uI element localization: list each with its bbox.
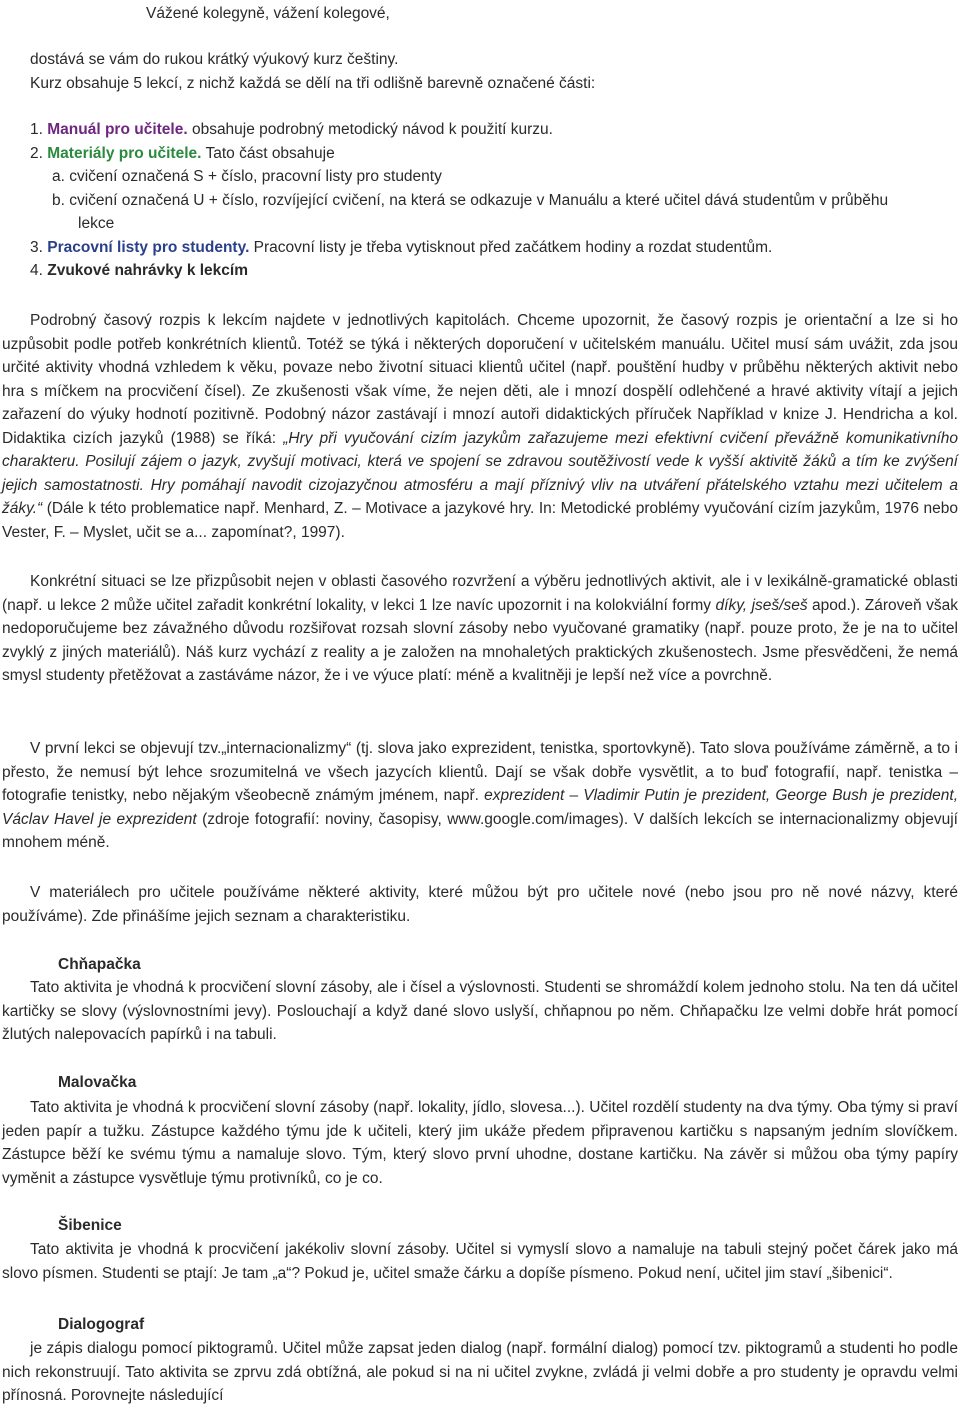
activity-description: Tato aktivita je vhodná k procvičení slovní zásoby (např. lokality, jídlo, slovesa...). Učitel rozdělí studenty na dva týmy. Oba týmy si praví jeden papír a tužku. Zástupce každého týmu jde k učiteli, který jim ukáže předem připravenou kartičku s napsaným jedním slovíčkem. Zástupce běží ke svému týmu a namaluje slovo. Tým, který slovo první uhodne, dostane kartičku. Na závěr si můžou oba týmy papíry vyměnit a zástupce vysvětluje týmu protivníků, co je co.: [2, 1099, 958, 1187]
list-item: [30, 259, 950, 283]
list-item: [30, 118, 950, 142]
greeting: Vážené kolegyně, vážení kolegové,: [146, 5, 390, 22]
list-subitem: b. cvičení označená U + číslo, rozvíjející cvičení, na která se odkazuje v Manuálu a které učitel dává studentům v průběhu: [52, 191, 889, 209]
list-number: 2.: [30, 144, 43, 162]
list-subitem: a. cvičení označená S + číslo, pracovní listy pro studenty: [52, 168, 442, 185]
list-label-materials: Materiály pro učitele.: [47, 144, 202, 162]
paragraph-internationalisms: V první lekci se objevují tzv.„internacionalizmy“ (tj. slova jako exprezident, tenistka, sportovkyně). Tato slova používáme záměrně, a to i přesto, že nemusí být lehce srozumitelná ve všech jazycích klientů. Dají se však dobře vysvětlit, a to buď fotografií, např. tenistka – fotografie tenistky, nebo nějakým všeobecně známým jménem, např. exprezident – Vladimir Putin je prezident, George Bush je prezident, Václav Havel je exprezident (zdroje fotografií: noviny, časopisy, www.google.com/images). V dalších lekcích se internacionalizmy objevují mnohem méně.: [2, 740, 959, 851]
list-subitem-continuation: lekce: [78, 215, 115, 232]
activity-title: Dialogograf: [58, 1316, 145, 1333]
list-item: [30, 236, 950, 260]
parts-list: [30, 118, 950, 283]
activity-description: Tato aktivita je vhodná k procvičení slovní zásoby, ale i čísel a výslovnosti. Studenti se shromáždí kolem jednoho stolu. Na ten dá učitel kartičky se slovy (výslovnostními jevy). Poslouchají a když dané slovo uslyší, chňapnou po něm. Chňapačku lze velmi dobře hrát pomocí žlutých nalepovacích papírků i na tabuli.: [2, 979, 958, 1043]
activity-description: je zápis dialogu pomocí piktogramů. Učitel může zapsat jeden dialog (např. formální dialog) pomocí tzv. piktogramů a studenti ho podle nich rekonstruují. Tato aktivita se zprvu zdá obtížná, ale pokud si na ni učitel zvykne, zvládá ji velmi dobře a pro studenty je opravdu velmi přínosná. Porovnejte následující: [2, 1340, 958, 1404]
list-text: Pracovní listy je třeba vytisknout před začátkem hodiny a rozdat studentům.: [249, 238, 773, 256]
intro-line: dostává se vám do rukou krátký výukový kurz češtiny.: [30, 51, 399, 68]
activity-title: Šibenice: [58, 1217, 122, 1234]
list-number: 1.: [30, 121, 43, 138]
quote: „Hry při vyučování cizím jazykům zařazujeme mezi efektivní cvičení převážně komunikativního charakteru. Posilují zájem o jazyk, zvyšují motivaci, která ve spojení se zdravou soutěživostí vede k vyšší aktivitě žáků a tím ke zvýšení jejich samostatnosti. Hry pomáhají navodit cizojazyčnou atmosféru a mají příznivý vliv na utváření přátelského vztahu mezi učitelem a žáky.“: [2, 429, 958, 517]
activity-title: Malovačka: [58, 1074, 137, 1091]
paragraph-adaptation: Konkrétní situaci se lze přizpůsobit nejen v oblasti časového rozvržení a výběru jednotlivých aktivit, ale i v lexikálně-gramatické oblasti (např. u lekce 2 může učitel zařadit konkrétní lokality, v lekci 1 lze navíc upozornit i na kolokviální formy díky, jseš/seš apod.). Zároveň však nedoporučujeme bez závažného důvodu rozšiřovat rozsah slovní zásoby nebo vyučované gramatiky (např. pouze proto, že je na to učitel zvyklý z jiných materiálů). Náš kurz vychází z reality a je založen na mnohaletých praktických zkušenostech. Jsme přesvědčeni, že nemá smysl studenty přetěžovat a zastáváme názor, že i ve výuce platí: méně a kvalitněji je lepší než více a povrchně.: [2, 573, 958, 684]
list-number: 4.: [30, 262, 43, 279]
list-text: obsahuje podrobný metodický návod k použití kurzu.: [187, 121, 553, 138]
paragraph-activities-intro: V materiálech pro učitele používáme některé aktivity, které můžou být pro učitele nové (nebo jsou pro ně nové názvy, které používáme). Zde přinášíme jejich seznam a charakteristiku.: [2, 884, 958, 925]
list-label-worksheets: Pracovní listy pro studenty.: [47, 238, 250, 256]
intro: [30, 48, 950, 95]
activity-title: Chňapačka: [58, 956, 141, 973]
list-text: Tato část obsahuje: [201, 144, 335, 162]
intro-line: Kurz obsahuje 5 lekcí, z nichž každá se dělí na tři odlišně barevně označené části:: [30, 74, 596, 92]
activity-description: Tato aktivita je vhodná k procvičení jakékoliv slovní zásoby. Učitel si vymyslí slovo a namaluje na tabuli stejný počet čárek jako má slovo písmen. Studenti se ptají: Je tam „a“? Pokud je, učitel smaže čárku a dopíše písmeno. Pokud není, učitel jim staví „šibenici“.: [2, 1241, 958, 1282]
list-label-manual: Manuál pro učitele.: [47, 121, 188, 138]
paragraph-time-schedule: Podrobný časový rozpis k lekcím najdete v jednotlivých kapitolách. Chceme upozornit, že časový rozpis je orientační a lze si ho uzpůsobit podle potřeb konkrétních klientů. Totéž se týká i některých doporučení v učitelském manuálu. Učitel musí sám uvážit, zda jsou určité aktivity vhodná vzhledem k věku, povaze nebo životní situaci klientů učitel (např. pouštění hudby v průběhu některých aktivit nebo hra s míčkem na procvičení čísel). Ze zkušenosti však víme, že nejen děti, ale i mnozí dospělí odlehčené a hravé aktivity vítají a jejich zařazení do výuky hodnotí pozitivně. Podobný názor zastávají i mnozí autoři didaktických příruček Například v knize J. Hendricha a kol. Didaktika cizích jazyků (1988) se říká: „Hry při vyučování cizím jazykům zařazujeme mezi efektivní cvičení převážně komunikativního charakteru. Posilují zájem o jazyk, zvyšují motivaci, která ve spojení se zdravou soutěživostí vede k vyšší aktivitě žáků a tím ke zvýšení jejich samostatnosti. Hry pomáhají navodit cizojazyčnou atmosféru a mají příznivý vliv na utváření přátelského vztahu mezi učitelem a žáky.“ (Dále k této problematice např. Menhard, Z. – Motivace a jazykové hry. In: Metodické problémy vyučování cizím jazykům, 1976 nebo Vester, F. – Myslet, učit se a... zapomínat?, 1997).: [2, 312, 958, 541]
list-label-audio: Zvukové nahrávky k lekcím: [47, 262, 249, 279]
list-item: [30, 142, 950, 166]
list-number: 3.: [30, 238, 43, 256]
